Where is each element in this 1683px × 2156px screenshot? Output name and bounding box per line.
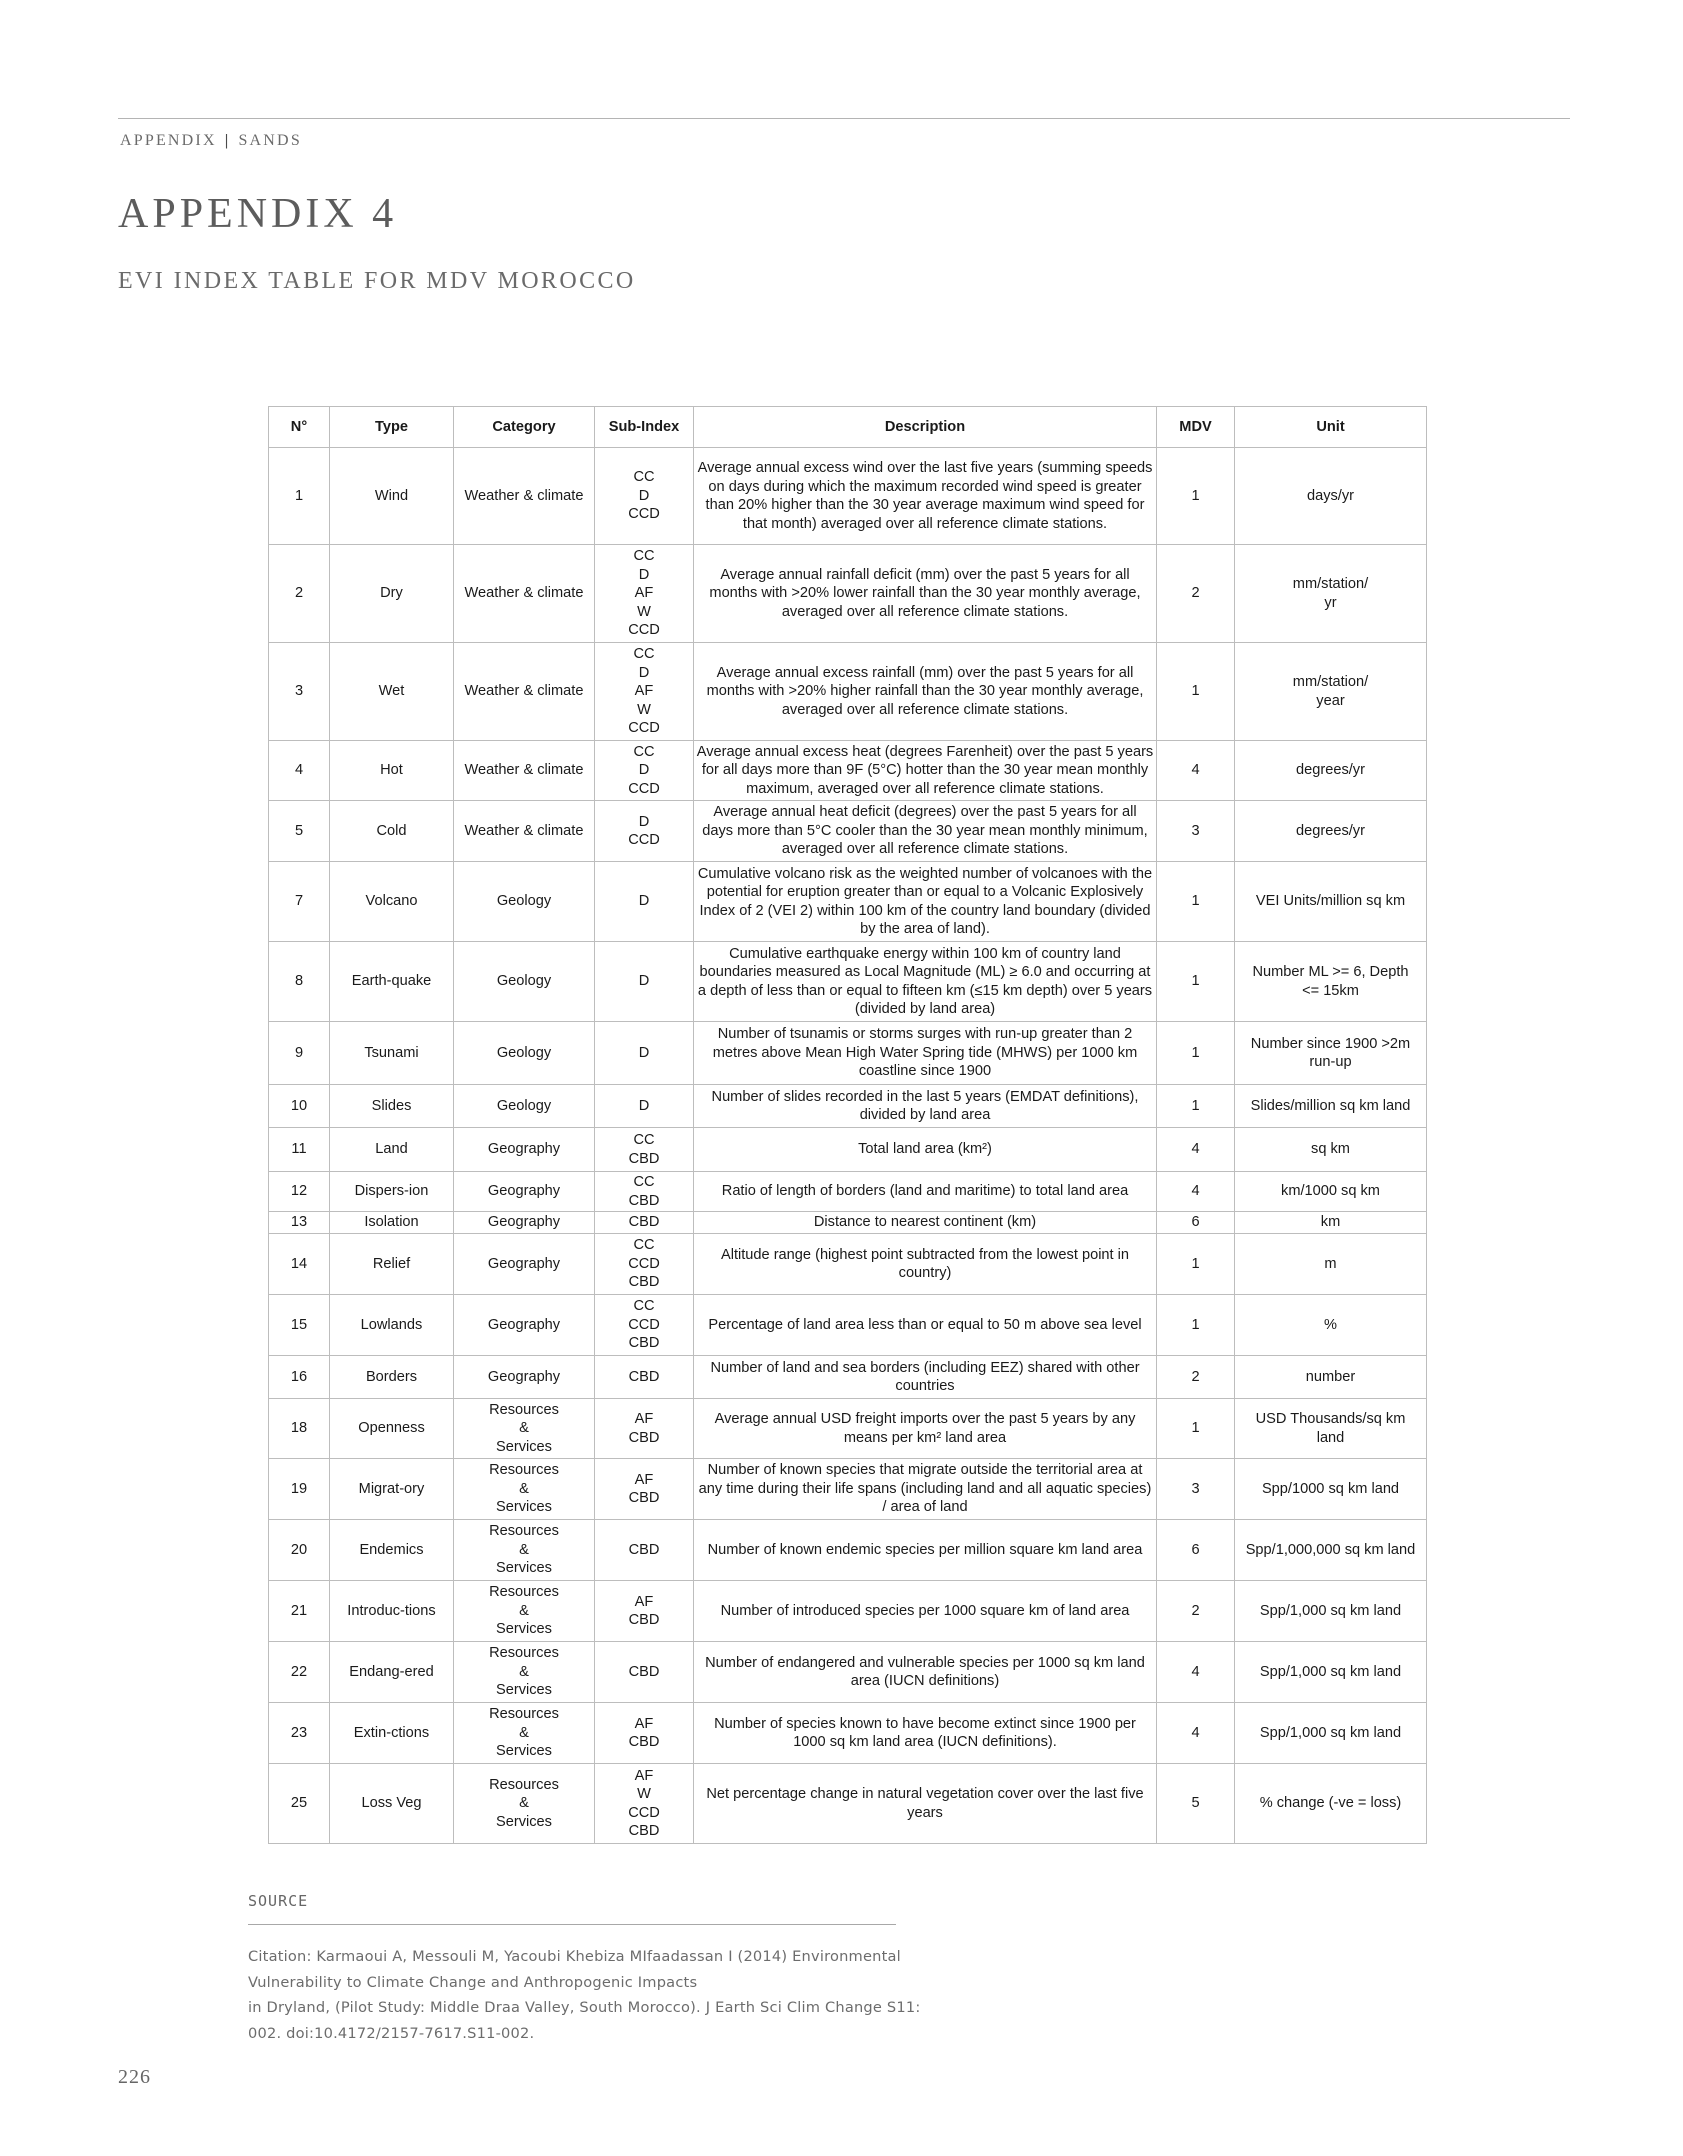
cell-description: Net percentage change in natural vegetation cover over the last five years: [694, 1764, 1157, 1844]
cell-description: Number of known species that migrate outside the territorial area at any time during their life spans (including land and all aquatic species) / area of land: [694, 1459, 1157, 1520]
cell-no: 4: [269, 741, 330, 801]
cell-type: Slides: [330, 1085, 454, 1128]
table-row: [269, 1520, 1427, 1581]
cell-description: Total land area (km²): [694, 1128, 1157, 1172]
cell-description: Average annual rainfall deficit (mm) over the past 5 years for all months with >20% lower rainfall than the 30 year monthly average, averaged over all reference climate stations.: [694, 545, 1157, 643]
cell-mdv: 6: [1157, 1520, 1235, 1581]
cell-unit: degrees/yr: [1235, 801, 1427, 862]
cell-type: Migrat-ory: [330, 1459, 454, 1520]
cell-mdv: 1: [1157, 1399, 1235, 1459]
cell-description: Cumulative earthquake energy within 100 km of country land boundaries measured as Local Magnitude (ML) ≥ 6.0 and occurring at a depth of less than or equal to fifteen km (≤15 km depth) over 5 years (divided by land area): [694, 942, 1157, 1022]
cell-subindex: AF CBD: [595, 1703, 694, 1764]
cell-category: Resources & Services: [454, 1399, 595, 1459]
cell-category: Weather & climate: [454, 643, 595, 741]
cell-no: 12: [269, 1172, 330, 1212]
cell-subindex: CBD: [595, 1212, 694, 1234]
cell-type: Earth-quake: [330, 942, 454, 1022]
cell-mdv: 3: [1157, 801, 1235, 862]
cell-type: Endang-ered: [330, 1642, 454, 1703]
cell-category: Geology: [454, 1085, 595, 1128]
cell-no: 13: [269, 1212, 330, 1234]
cell-mdv: 2: [1157, 1356, 1235, 1399]
table-row: [269, 1234, 1427, 1295]
cell-mdv: 4: [1157, 1128, 1235, 1172]
cell-no: 11: [269, 1128, 330, 1172]
cell-unit: m: [1235, 1234, 1427, 1295]
column-header-unit: Unit: [1235, 407, 1427, 448]
cell-category: Weather & climate: [454, 448, 595, 545]
cell-no: 5: [269, 801, 330, 862]
cell-category: Geography: [454, 1295, 595, 1356]
table-row: [269, 741, 1427, 801]
cell-description: Number of slides recorded in the last 5 years (EMDAT definitions), divided by land area: [694, 1085, 1157, 1128]
column-header-type: Type: [330, 407, 454, 448]
cell-description: Distance to nearest continent (km): [694, 1212, 1157, 1234]
table-row: [269, 1703, 1427, 1764]
cell-no: 9: [269, 1022, 330, 1085]
cell-no: 21: [269, 1581, 330, 1642]
cell-description: Number of introduced species per 1000 square km of land area: [694, 1581, 1157, 1642]
running-header: [120, 132, 302, 150]
cell-unit: VEI Units/million sq km: [1235, 862, 1427, 942]
cell-type: Borders: [330, 1356, 454, 1399]
cell-mdv: 1: [1157, 643, 1235, 741]
cell-unit: % change (-ve = loss): [1235, 1764, 1427, 1844]
cell-type: Lowlands: [330, 1295, 454, 1356]
cell-subindex: AF CBD: [595, 1459, 694, 1520]
source-rule: [248, 1924, 896, 1925]
cell-description: Ratio of length of borders (land and maritime) to total land area: [694, 1172, 1157, 1212]
cell-type: Openness: [330, 1399, 454, 1459]
page-subtitle: EVI INDEX TABLE FOR MDV MOROCCO: [118, 268, 636, 294]
header-rule: [118, 118, 1570, 119]
cell-type: Tsunami: [330, 1022, 454, 1085]
cell-type: Endemics: [330, 1520, 454, 1581]
column-header-no: N°: [269, 407, 330, 448]
cell-no: 18: [269, 1399, 330, 1459]
cell-mdv: 3: [1157, 1459, 1235, 1520]
table-row: [269, 1085, 1427, 1128]
cell-unit: days/yr: [1235, 448, 1427, 545]
cell-mdv: 4: [1157, 741, 1235, 801]
cell-no: 14: [269, 1234, 330, 1295]
cell-subindex: CC D AF W CCD: [595, 643, 694, 741]
cell-unit: Spp/1,000 sq km land: [1235, 1642, 1427, 1703]
table-row: [269, 1212, 1427, 1234]
cell-description: Percentage of land area less than or equal to 50 m above sea level: [694, 1295, 1157, 1356]
table-row: [269, 1295, 1427, 1356]
cell-subindex: CBD: [595, 1520, 694, 1581]
cell-category: Geography: [454, 1172, 595, 1212]
cell-subindex: AF CBD: [595, 1581, 694, 1642]
cell-mdv: 4: [1157, 1172, 1235, 1212]
cell-category: Resources & Services: [454, 1520, 595, 1581]
cell-mdv: 1: [1157, 862, 1235, 942]
citation-line: Citation: Karmaoui A, Messouli M, Yacoubi Khebiza MIfaadassan I (2014) Environmental: [248, 1948, 901, 1965]
table-row: [269, 1459, 1427, 1520]
table-row: [269, 862, 1427, 942]
cell-unit: %: [1235, 1295, 1427, 1356]
cell-type: Extin-ctions: [330, 1703, 454, 1764]
table-row: [269, 1022, 1427, 1085]
cell-type: Wet: [330, 643, 454, 741]
page-title: APPENDIX 4: [118, 191, 398, 237]
table-row: [269, 448, 1427, 545]
cell-category: Resources & Services: [454, 1703, 595, 1764]
cell-description: Cumulative volcano risk as the weighted number of volcanoes with the potential for eruption greater than or equal to a Volcanic Explosively Index of 2 (VEI 2) within 100 km of the country land boundary (divided by the area of land).: [694, 862, 1157, 942]
cell-description: Average annual excess rainfall (mm) over the past 5 years for all months with >20% higher rainfall than the 30 year monthly average, averaged over all reference climate stations.: [694, 643, 1157, 741]
cell-subindex: AF W CCD CBD: [595, 1764, 694, 1844]
running-header-chapter: SANDS: [238, 132, 302, 149]
citation: [248, 1944, 928, 2046]
cell-mdv: 1: [1157, 448, 1235, 545]
cell-unit: degrees/yr: [1235, 741, 1427, 801]
cell-subindex: CC CBD: [595, 1172, 694, 1212]
cell-category: Geology: [454, 1022, 595, 1085]
cell-category: Resources & Services: [454, 1459, 595, 1520]
running-header-section: APPENDIX: [120, 132, 217, 149]
table-row: [269, 545, 1427, 643]
cell-no: 20: [269, 1520, 330, 1581]
cell-type: Hot: [330, 741, 454, 801]
cell-description: Average annual excess heat (degrees Farenheit) over the past 5 years for all days more than 9F (5°C) hotter than the 30 year mean monthly maximum, averaged over all reference climate stations.: [694, 741, 1157, 801]
cell-no: 3: [269, 643, 330, 741]
cell-no: 1: [269, 448, 330, 545]
cell-subindex: CC CCD CBD: [595, 1295, 694, 1356]
cell-no: 23: [269, 1703, 330, 1764]
cell-description: Average annual heat deficit (degrees) over the past 5 years for all days more than 5°C cooler than the 30 year mean monthly minimum, averaged over all reference climate stations.: [694, 801, 1157, 862]
cell-type: Volcano: [330, 862, 454, 942]
cell-subindex: D: [595, 862, 694, 942]
cell-no: 15: [269, 1295, 330, 1356]
table-body: [269, 448, 1427, 1844]
cell-subindex: AF CBD: [595, 1399, 694, 1459]
cell-no: 7: [269, 862, 330, 942]
cell-category: Weather & climate: [454, 801, 595, 862]
table-row: [269, 801, 1427, 862]
cell-no: 10: [269, 1085, 330, 1128]
cell-unit: sq km: [1235, 1128, 1427, 1172]
cell-description: Altitude range (highest point subtracted from the lowest point in country): [694, 1234, 1157, 1295]
table-row: [269, 1128, 1427, 1172]
table-row: [269, 1399, 1427, 1459]
cell-no: 8: [269, 942, 330, 1022]
table-row: [269, 942, 1427, 1022]
cell-category: Geology: [454, 942, 595, 1022]
cell-type: Cold: [330, 801, 454, 862]
cell-description: Number of species known to have become extinct since 1900 per 1000 sq km land area (IUCN definitions).: [694, 1703, 1157, 1764]
cell-unit: mm/station/ yr: [1235, 545, 1427, 643]
cell-type: Land: [330, 1128, 454, 1172]
cell-mdv: 4: [1157, 1642, 1235, 1703]
table-row: [269, 1172, 1427, 1212]
cell-category: Resources & Services: [454, 1764, 595, 1844]
column-header-category: Category: [454, 407, 595, 448]
cell-description: Number of endangered and vulnerable species per 1000 sq km land area (IUCN definitions): [694, 1642, 1157, 1703]
cell-subindex: D: [595, 1022, 694, 1085]
cell-mdv: 1: [1157, 1085, 1235, 1128]
cell-type: Loss Veg: [330, 1764, 454, 1844]
cell-unit: Spp/1,000 sq km land: [1235, 1703, 1427, 1764]
cell-subindex: CC D AF W CCD: [595, 545, 694, 643]
evi-table-container: [268, 406, 1426, 1844]
citation-line: in Dryland, (Pilot Study: Middle Draa Valley, South Morocco). J Earth Sci Clim Change S11:: [248, 1999, 921, 2016]
cell-mdv: 1: [1157, 1022, 1235, 1085]
cell-category: Geography: [454, 1212, 595, 1234]
cell-category: Geology: [454, 862, 595, 942]
cell-subindex: D: [595, 942, 694, 1022]
source-label: SOURCE: [248, 1892, 309, 1910]
cell-no: 16: [269, 1356, 330, 1399]
cell-subindex: CBD: [595, 1642, 694, 1703]
column-header-mdv: MDV: [1157, 407, 1235, 448]
column-header-description: Description: [694, 407, 1157, 448]
column-header-subindex: Sub-Index: [595, 407, 694, 448]
cell-no: 22: [269, 1642, 330, 1703]
cell-type: Isolation: [330, 1212, 454, 1234]
cell-mdv: 5: [1157, 1764, 1235, 1844]
cell-description: Number of tsunamis or storms surges with run-up greater than 2 metres above Mean High Water Spring tide (MHWS) per 1000 km coastline since 1900: [694, 1022, 1157, 1085]
cell-unit: Spp/1,000 sq km land: [1235, 1581, 1427, 1642]
cell-mdv: 1: [1157, 1234, 1235, 1295]
cell-subindex: CBD: [595, 1356, 694, 1399]
cell-description: Number of land and sea borders (including EEZ) shared with other countries: [694, 1356, 1157, 1399]
cell-subindex: D: [595, 1085, 694, 1128]
cell-category: Weather & climate: [454, 741, 595, 801]
cell-category: Geography: [454, 1234, 595, 1295]
cell-unit: km/1000 sq km: [1235, 1172, 1427, 1212]
page-number: 226: [118, 2066, 151, 2088]
cell-unit: km: [1235, 1212, 1427, 1234]
cell-description: Number of known endemic species per million square km land area: [694, 1520, 1157, 1581]
cell-mdv: 4: [1157, 1703, 1235, 1764]
cell-no: 19: [269, 1459, 330, 1520]
cell-mdv: 1: [1157, 942, 1235, 1022]
cell-category: Resources & Services: [454, 1642, 595, 1703]
table-row: [269, 1764, 1427, 1844]
cell-mdv: 2: [1157, 545, 1235, 643]
cell-mdv: 6: [1157, 1212, 1235, 1234]
cell-type: Relief: [330, 1234, 454, 1295]
cell-description: Average annual excess wind over the last five years (summing speeds on days during which the maximum recorded wind speed is greater than 20% higher than the 30 year average maximum wind speed for that month) averaged over all reference climate stations.: [694, 448, 1157, 545]
cell-type: Dry: [330, 545, 454, 643]
cell-type: Introduc-tions: [330, 1581, 454, 1642]
table-row: [269, 1356, 1427, 1399]
cell-unit: Number since 1900 >2m run-up: [1235, 1022, 1427, 1085]
table-row: [269, 1581, 1427, 1642]
cell-subindex: CC CBD: [595, 1128, 694, 1172]
citation-line: Vulnerability to Climate Change and Anthropogenic Impacts: [248, 1973, 698, 1991]
cell-unit: mm/station/ year: [1235, 643, 1427, 741]
cell-unit: USD Thousands/sq km land: [1235, 1399, 1427, 1459]
table-row: [269, 1642, 1427, 1703]
cell-subindex: D CCD: [595, 801, 694, 862]
cell-category: Geography: [454, 1356, 595, 1399]
cell-subindex: CC CCD CBD: [595, 1234, 694, 1295]
table-header-row: [269, 407, 1427, 448]
running-header-separator: |: [224, 132, 231, 149]
cell-no: 25: [269, 1764, 330, 1844]
cell-category: Resources & Services: [454, 1581, 595, 1642]
cell-category: Weather & climate: [454, 545, 595, 643]
cell-type: Dispers-ion: [330, 1172, 454, 1212]
cell-mdv: 2: [1157, 1581, 1235, 1642]
cell-type: Wind: [330, 448, 454, 545]
citation-line: 002. doi:10.4172/2157-7617.S11-002.: [248, 2024, 535, 2042]
cell-category: Geography: [454, 1128, 595, 1172]
cell-unit: Spp/1,000,000 sq km land: [1235, 1520, 1427, 1581]
cell-subindex: CC D CCD: [595, 448, 694, 545]
cell-unit: Slides/million sq km land: [1235, 1085, 1427, 1128]
cell-subindex: CC D CCD: [595, 741, 694, 801]
evi-index-table: [268, 406, 1427, 1844]
cell-no: 2: [269, 545, 330, 643]
cell-unit: Number ML >= 6, Depth <= 15km: [1235, 942, 1427, 1022]
cell-mdv: 1: [1157, 1295, 1235, 1356]
cell-unit: number: [1235, 1356, 1427, 1399]
table-row: [269, 643, 1427, 741]
cell-unit: Spp/1000 sq km land: [1235, 1459, 1427, 1520]
cell-description: Average annual USD freight imports over the past 5 years by any means per km² land area: [694, 1399, 1157, 1459]
